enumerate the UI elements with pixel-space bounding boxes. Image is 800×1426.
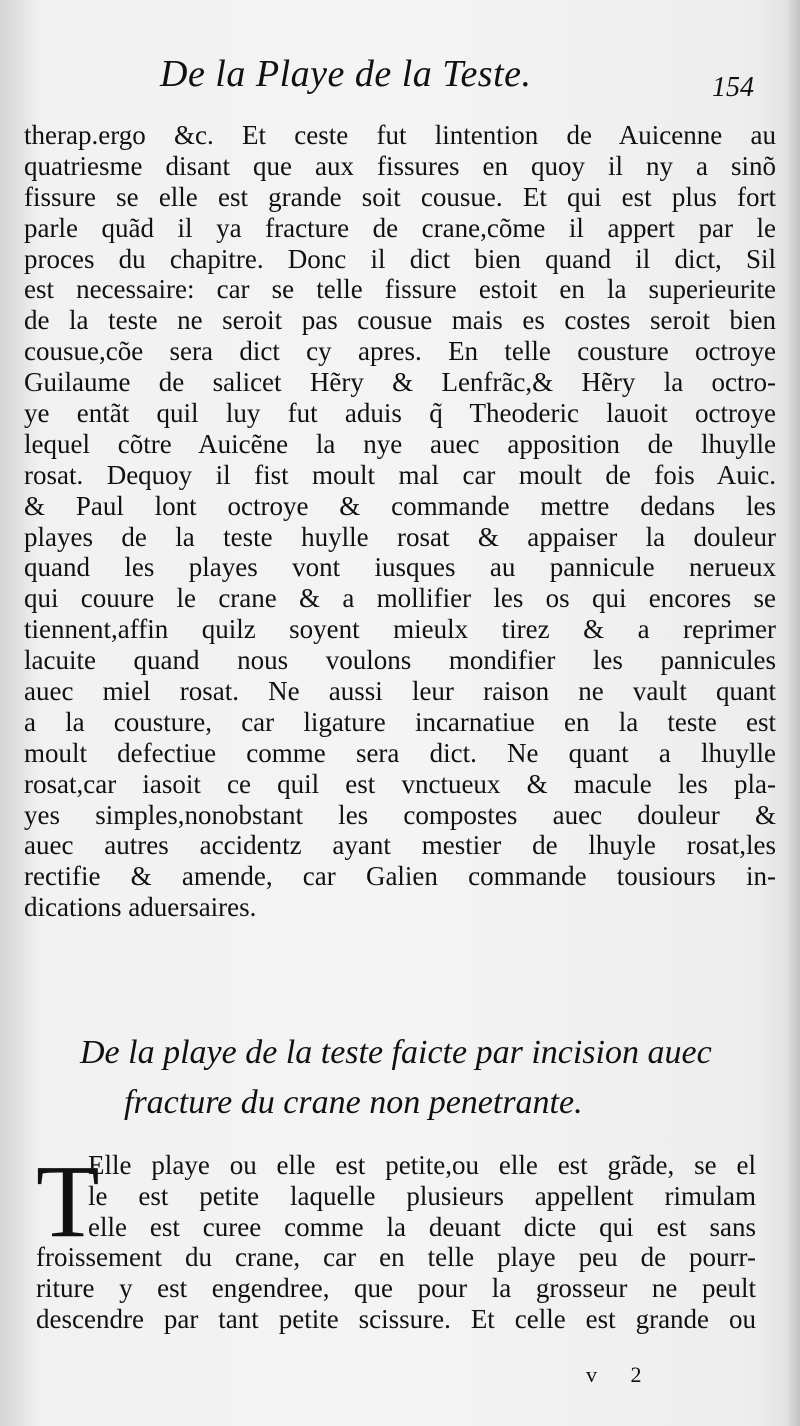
text-line: lequel cõtre Auicẽne la nye auec apposition de lhuylle (24, 428, 776, 459)
text-line: therap.ergo &c. Et ceste fut lintention de Auicenne au (24, 120, 776, 150)
text-line: auec autres accidentz ayant mestier de lhuyle rosat,les (24, 830, 776, 861)
section-heading-line: De la playe de la teste faicte par incision auec (80, 1034, 712, 1071)
text-line: rectifie & amende, car Galien commande tousiours in- (24, 861, 776, 892)
text-line: le est petite laquelle plusieurs appellent rimulam (88, 1180, 756, 1211)
text-line: quand les playes vont iusques au pannicule nerueux (24, 552, 776, 583)
text-line: yes simples,nonobstant les compostes auec douleur & (24, 799, 776, 830)
body-paragraph (24, 120, 776, 923)
text-line: rosat. Dequoy il fist moult mal car moult de fois Auic. (24, 459, 776, 490)
text-line: ye entãt quil luy fut aduis q̃ Theoderic lauoit octroye (24, 398, 776, 429)
text-line: descendre par tant petite scissure. Et celle est grande ou (36, 1303, 756, 1334)
section-heading-line: fracture du crane non penetrante. (124, 1084, 583, 1121)
text-line: & Paul lont octroye & commande mettre dedans les (24, 490, 776, 521)
text-line: parle quãd il ya fracture de crane,cõme il appert par le (24, 212, 776, 243)
text-line: Guilaume de salicet Hẽry & Lenfrãc,& Hẽry la octro- (24, 367, 776, 398)
text-line: qui couure le crane & a mollifier les os qui encores se (24, 583, 776, 614)
text-line: a la cousture, car ligature incarnatiue en la teste est (24, 706, 776, 737)
text-line: riture y est engendree, que pour la grosseur ne peult (36, 1273, 756, 1304)
text-line: dications aduersaires. (24, 892, 257, 923)
text-line: quatriesme disant que aux fissures en quoy il ny a sinõ (24, 150, 776, 181)
text-line: elle est curee comme la deuant dicte qui est sans (88, 1211, 756, 1242)
text-line: auec miel rosat. Ne aussi leur raison ne vault quant (24, 676, 776, 707)
section-heading (80, 1028, 770, 1128)
second-paragraph (36, 1144, 756, 1335)
text-line: moult defectiue comme sera dict. Ne quant a lhuylle (24, 737, 776, 768)
text-line: Elle playe ou elle est petite,ou elle est grãde, se el (88, 1150, 756, 1180)
page-edge-shadow (786, 0, 800, 1426)
text-line: rosat,car iasoit ce quil est vnctueux & macule les pla- (24, 768, 776, 799)
text-line: cousue,cõe sera dict cy apres. En telle cousture octroye (24, 336, 776, 367)
signature-mark: v 2 (586, 1362, 656, 1387)
text-line: lacuite quand nous voulons mondifier les pannicules (24, 645, 776, 676)
text-line: de la teste ne seroit pas cousue mais es costes seroit bien (24, 305, 776, 336)
text-line: tiennent,affin quilz soyent mieulx tirez & a reprimer (24, 614, 776, 645)
running-head: De la Playe de la Teste. (160, 53, 532, 95)
text-line: proces du chapitre. Donc il dict bien quand il dict, Sil (24, 243, 776, 274)
text-line: playes de la teste huylle rosat & appaiser la douleur (24, 521, 776, 552)
drop-cap: T (36, 1144, 100, 1259)
text-line: est necessaire: car se telle fissure estoit en la superieurite (24, 274, 776, 305)
text-line: froissement du crane, car en telle playe peu de pourr- (36, 1242, 756, 1273)
text-line: fissure se elle est grande soit cousue. Et qui est plus fort (24, 181, 776, 212)
page-number: 154 (712, 72, 754, 103)
